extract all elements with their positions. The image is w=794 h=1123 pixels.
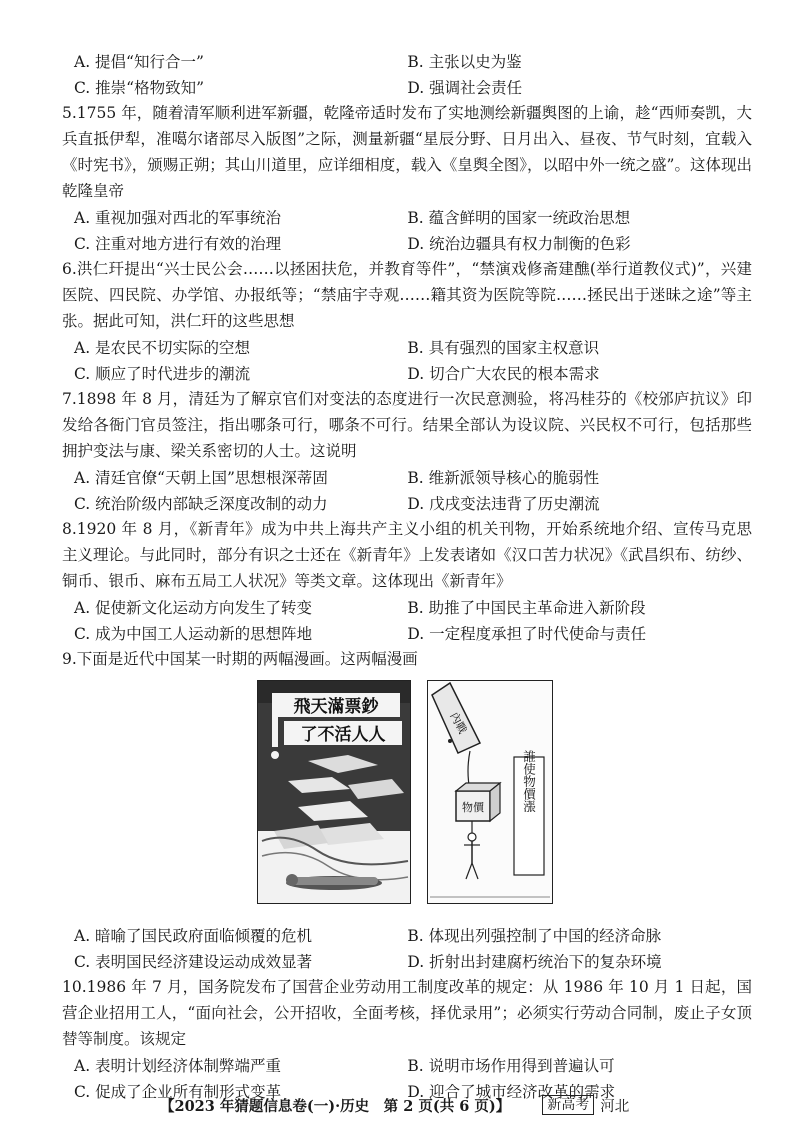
q10-option-b[interactable]: B. 说明市场作用得到普遍认可 (407, 1057, 615, 1075)
q10-option-c[interactable]: C. 促成了企业所有制形式变革 (74, 1083, 282, 1101)
q8-stem: 8.1920 年 8 月，《新青年》成为中共上海共产主义小组的机关刊物，开始系统地介绍、宣传马克思主义理论。与此同时，部分有识之士还在《新青年》上发表诸如《汉口苦力状况》《武昌织布、纺纱、铜币、银币、麻布五局工人状况》等类文章。这体现出《新青年》 (62, 520, 752, 590)
q5-option-a[interactable]: A. 重视加强对西北的军事统治 (74, 209, 282, 227)
q10-stem: 10.1986 年 7 月，国务院发布了国营企业劳动用工制度改革的规定：从 1986 年 10 月 1 日起，国营企业招用工人，“面向社会，公开招收，全面考核，择优录用”；必须实行劳动合同制，废止子女顶替等制度。该规定 (62, 978, 752, 1048)
page-footer (160, 1094, 760, 1116)
q7-stem: 7.1898 年 8 月，清廷为了解京官们对变法的态度进行一次民意测验，将冯桂芬的《校邠庐抗议》印发给各衙门官员签注，指出哪条可行，哪条不可行。结果全部认为设议院、兴民权不可行，包括那些拥护变法与康、梁关系密切的人士。这说明 (62, 390, 752, 460)
footer-region: 河北 (600, 1098, 630, 1115)
q5-option-d[interactable]: D. 统治边疆具有权力制衡的色彩 (407, 235, 631, 253)
footer-title: 【2023 年猜题信息卷(一)·历史 第 2 页(共 6 页)】 (160, 1097, 511, 1115)
q4-option-d[interactable]: D. 强调社会责任 (407, 79, 523, 97)
q9-option-a[interactable]: A. 暗喻了国民政府面临倾覆的危机 (74, 927, 313, 945)
q8-options-row1 (62, 594, 752, 620)
q5-option-b[interactable]: B. 蕴含鲜明的国家一统政治思想 (407, 209, 631, 227)
q9-option-d[interactable]: D. 折射出封建腐朽统治下的复杂环境 (407, 953, 662, 971)
q4-options-row1 (62, 48, 752, 74)
q7-option-b[interactable]: B. 维新派领导核心的脆弱性 (407, 469, 600, 487)
q6-stem: 6.洪仁玕提出“兴士民公会……以拯困扶危，并教育等件”，“禁演戏修斋建醮(举行道教仪式)”，兴建医院、四民院、办学馆、办报纸等；“禁庙宇寺观……籍其资为医院等院……拯民出于迷昧之途”等主张。据此可知，洪仁玕的这些思想 (62, 260, 752, 330)
q8-option-c[interactable]: C. 成为中国工人运动新的思想阵地 (74, 625, 313, 643)
q9-options-row2 (62, 948, 752, 974)
q7-option-d[interactable]: D. 戊戌变法违背了历史潮流 (407, 495, 600, 513)
q10-option-d[interactable]: D. 迎合了城市经济改革的需求 (407, 1083, 616, 1101)
q5-options-row2 (62, 230, 752, 256)
cartoon-banknotes (257, 680, 411, 904)
q6-options-row1 (62, 334, 752, 360)
q8-option-a[interactable]: A. 促使新文化运动方向发生了转变 (74, 599, 313, 617)
cartoon-prices (427, 680, 553, 904)
cartoon-right-tag: 內戰 (447, 710, 470, 736)
q9-option-b[interactable]: B. 体现出列强控制了中国的经济命脉 (407, 927, 662, 945)
q6-option-b[interactable]: B. 具有强烈的国家主权意识 (407, 339, 600, 357)
q7-options-row1 (62, 464, 752, 490)
q10-options-row1 (62, 1052, 752, 1078)
q9-option-c[interactable]: C. 表明国民经济建设运动成效显著 (74, 953, 313, 971)
q6-option-d[interactable]: D. 切合广大农民的根本需求 (407, 365, 600, 383)
q7-options-row2 (62, 490, 752, 516)
q10-option-a[interactable]: A. 表明计划经济体制弊端严重 (74, 1057, 282, 1075)
q9-options-row1 (62, 922, 752, 948)
exam-page (62, 48, 752, 1104)
q8-option-b[interactable]: B. 助推了中国民主革命进入新阶段 (407, 599, 646, 617)
footer-badge: 新高考 (542, 1095, 594, 1115)
cartoon-prices-drawing (428, 681, 552, 903)
q5-options-row1 (62, 204, 752, 230)
q4-option-a[interactable]: A. 提倡“知行合一” (74, 53, 204, 71)
q6-options-row2 (62, 360, 752, 386)
cartoon-right-box: 物價 (462, 801, 484, 814)
q8-options-row2 (62, 620, 752, 646)
cartoon-right-side: 誰使物價漲 (521, 749, 537, 813)
q4-option-c[interactable]: C. 推崇“格物致知” (74, 79, 205, 97)
q8-option-d[interactable]: D. 一定程度承担了时代使命与责任 (407, 625, 647, 643)
q4-option-b[interactable]: B. 主张以史为鉴 (407, 53, 522, 71)
q7-option-a[interactable]: A. 清廷官僚“天朝上国”思想根深蒂固 (74, 469, 328, 487)
q4-options-row2 (62, 74, 752, 100)
q6-option-c[interactable]: C. 顺应了时代进步的潮流 (74, 365, 251, 383)
q9-cartoons (62, 680, 752, 916)
q9-stem: 9.下面是近代中国某一时期的两幅漫画。这两幅漫画 (62, 650, 418, 668)
q5-option-c[interactable]: C. 注重对地方进行有效的治理 (74, 235, 282, 253)
q7-option-c[interactable]: C. 统治阶级内部缺乏深度改制的动力 (74, 495, 328, 513)
q6-option-a[interactable]: A. 是农民不切实际的空想 (74, 339, 251, 357)
cartoon-left-caption-1: 飛天滿票鈔 (293, 697, 379, 717)
cartoon-banknotes-drawing (258, 681, 410, 903)
q5-stem: 5.1755 年，随着清军顺利进军新疆，乾隆帝适时发布了实地测绘新疆舆图的上谕，趁“西师奏凯，大兵直抵伊犁，准噶尔诸部尽入版图”之际，测量新疆“星辰分野、日月出入、昼夜、节气时刻，宜载入《时宪书》，颁赐正朔；其山川道里，应详细相度，载入《皇舆全图》，以昭中外一统之盛”。这体现出乾隆皇帝 (62, 104, 752, 200)
cartoon-left-caption-2: 了不活人人 (300, 725, 386, 745)
